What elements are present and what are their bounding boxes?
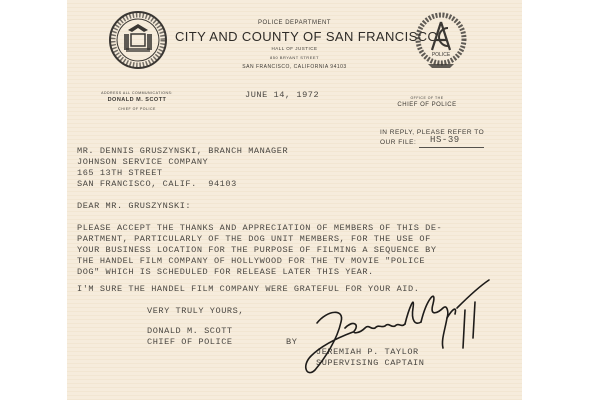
closing-title: CHIEF OF POLICE [147,337,233,347]
reference-line1: IN REPLY, PLEASE REFER TO [380,129,485,136]
letterhead-city: CITY AND COUNTY OF SAN FRANCISCO [175,29,438,44]
signer-name: JEREMIAH P. TAYLOR [316,347,419,357]
svg-text:POLICE: POLICE [431,52,451,58]
sender-title: CHIEF OF POLICE [118,107,156,111]
body-line: DOG" WHICH IS SCHEDULED FOR RELEASE LATER THIS YEAR. [77,267,374,277]
reference-line2: OUR FILE: [380,139,417,146]
letter-date: JUNE 14, 1972 [245,90,320,100]
office-title: CHIEF OF POLICE [397,102,457,108]
city-seal-icon [108,10,168,70]
body-line: THE HANDEL FILM COMPANY OF HOLLYWOOD FOR THE TV MOVIE "POLICE [77,256,426,266]
letterhead-street: 850 BRYANT STREET [270,55,319,60]
file-number: HS-39 [430,135,460,145]
salutation: DEAR MR. GRUSZYNSKI: [77,201,192,211]
recipient-line3: 165 13TH STREET [77,168,163,178]
closing-name: DONALD M. SCOTT [147,326,233,336]
body-line: PARTMENT, PARTICULARLY OF THE DOG UNIT MEMBERS, FOR THE USE OF [77,234,431,244]
recipient-line4: SAN FRANCISCO, CALIF. 94103 [77,179,237,189]
body-line: PLEASE ACCEPT THE THANKS AND APPRECIATION OF MEMBERS OF THIS DE- [77,223,443,233]
sender-name: DONALD M. SCOTT [107,97,167,103]
closing-by: BY [286,337,298,347]
letter-page [67,0,522,400]
letterhead-building: HALL OF JUSTICE [271,46,318,51]
signer-title: SUPERVISING CAPTAIN [316,358,425,368]
valediction: VERY TRULY YOURS, [147,306,245,316]
handwritten-signature [297,278,507,378]
letterhead-city-state-zip: SAN FRANCISCO, CALIFORNIA 94103 [242,64,347,70]
police-badge-icon [414,10,468,72]
sender-label: ADDRESS ALL COMMUNICATIONS: [101,91,173,95]
letterhead-department: POLICE DEPARTMENT [258,20,331,26]
recipient-line2: JOHNSON SERVICE COMPANY [77,157,209,167]
office-label: OFFICE OF THE [410,96,444,100]
body-paragraph-2: I'M SURE THE HANDEL FILM COMPANY WERE GRATEFUL FOR YOUR AID. [77,284,420,294]
file-number-underline [419,147,484,148]
recipient-line1: MR. DENNIS GRUSZYNSKI, BRANCH MANAGER [77,146,289,156]
body-line: YOUR BUSINESS LOCATION FOR THE PURPOSE OF FILMING A SEQUENCE BY [77,245,437,255]
